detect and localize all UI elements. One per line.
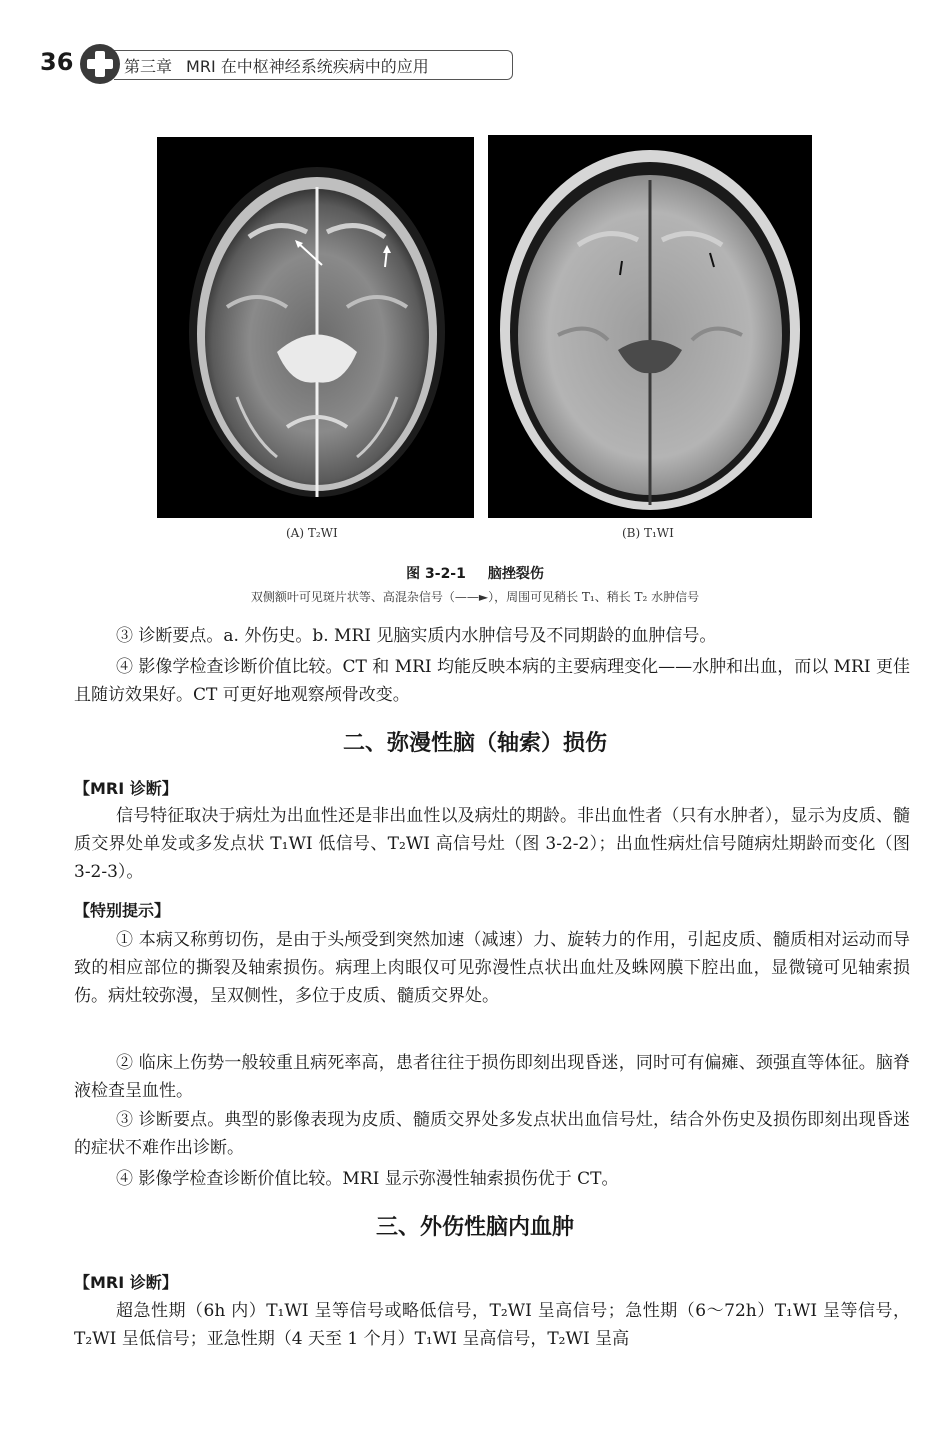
chapter-number: 第三章 <box>124 57 173 76</box>
mri-image-t1wi <box>488 135 812 518</box>
paragraph-tip-3: ③ 诊断要点。典型的影像表现为皮质、髓质交界处多发点状出血信号灶，结合外伤史及损伤即刻出现昏迷的症状不难作出诊断。 <box>74 1110 910 1158</box>
paragraph-imaging-comparison: ④ 影像学检查诊断价值比较。CT 和 MRI 均能反映本病的主要病理变化——水肿和出血，而以 MRI 更佳且随访效果好。CT 可更好地观察颅骨改变。 <box>74 657 910 705</box>
paragraph-tip-2: ② 临床上伤势一般较重且病死率高，患者往往于损伤即刻出现昏迷，同时可有偏瘫、颈强直等体征。脑脊液检查呈血性。 <box>74 1053 910 1101</box>
paragraph-hematoma-stages: 超急性期（6h 内）T₁WI 呈等信号或略低信号，T₂WI 呈高信号；急性期（6～72h）T₁WI 呈等信号，T₂WI 呈低信号；亚急性期（4 天至 1 个月）T₁WI 呈高信号，T₂WI 呈高 <box>74 1301 910 1349</box>
chapter-heading <box>124 54 429 77</box>
page-header <box>40 44 480 88</box>
figure-title: 脑挫裂伤 <box>487 566 544 582</box>
figure-number: 图 3-2-1 <box>406 566 466 582</box>
figure-note: 双侧额叶可见斑片状等、高混杂信号（——►），周围可见稍长 T₁、稍长 T₂ 水肿信号 <box>250 590 700 604</box>
label-mri-diagnosis: 【MRI 诊断】 <box>74 779 178 798</box>
paragraph-tip-4: ④ 影像学检查诊断价值比较。MRI 显示弥漫性轴索损伤优于 CT。 <box>116 1169 619 1189</box>
figure-b-caption: (B) T₁WI <box>622 526 674 540</box>
paragraph-mri-diagnosis: 信号特征取决于病灶为出血性还是非出血性以及病灶的期龄。非出血性者（只有水肿者），显示为皮质、髓质交界处单发或多发点状 T₁WI 低信号、T₂WI 高信号灶（图 3-2-2）；出血性病灶信号随病灶期龄而变化（图 3-2-3）。 <box>74 806 910 882</box>
paragraph-tip-1: ① 本病又称剪切伤，是由于头颅受到突然加速（减速）力、旋转力的作用，引起皮质、髓质相对运动而导致的相应部位的撕裂及轴索损伤。病理上肉眼仅可见弥漫性点状出血灶及蛛网膜下腔出血，显微镜可见轴索损伤。病灶较弥漫，呈双侧性，多位于皮质、髓质交界处。 <box>74 930 910 1006</box>
mri-image-t2wi <box>157 137 474 518</box>
figure-caption <box>0 563 950 583</box>
section-heading-traumatic-hematoma: 三、外伤性脑内血肿 <box>375 1214 574 1240</box>
page-number: 36 <box>40 48 74 76</box>
medical-cross-icon <box>80 44 120 84</box>
section-heading-diffuse-axonal-injury: 二、弥漫性脑（轴索）损伤 <box>342 730 607 756</box>
label-mri-diagnosis-2: 【MRI 诊断】 <box>74 1273 178 1292</box>
figure-a-caption: (A) T₂WI <box>286 526 338 540</box>
chapter-title: MRI 在中枢神经系统疾病中的应用 <box>186 57 429 76</box>
label-special-tips: 【特别提示】 <box>74 901 171 920</box>
paragraph-diagnosis-points: ③ 诊断要点。a. 外伤史。b. MRI 见脑实质内水肿信号及不同期龄的血肿信号。 <box>116 626 717 646</box>
